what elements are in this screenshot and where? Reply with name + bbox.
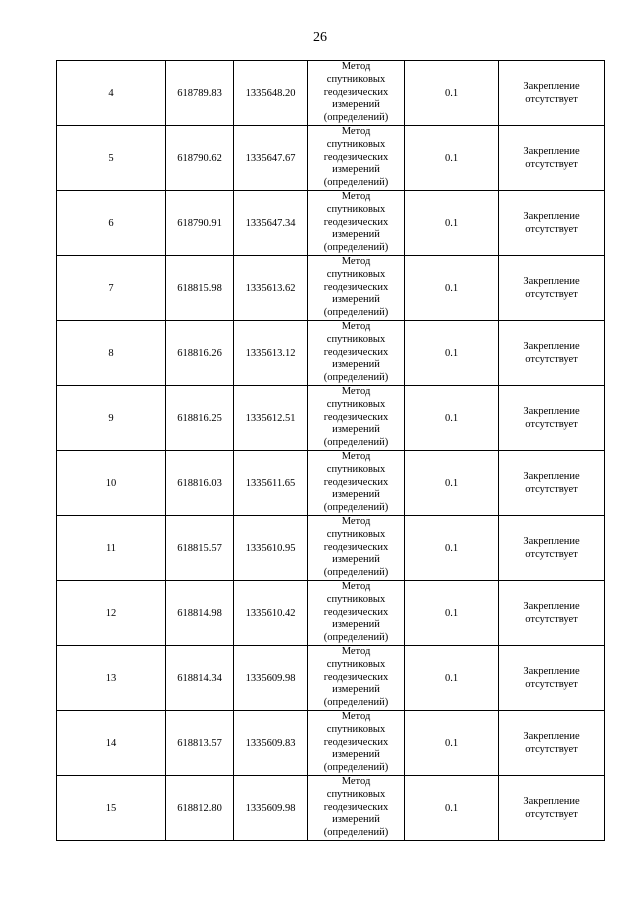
y-coordinate-cell: 1335612.51 (234, 386, 308, 451)
fixing-cell (499, 451, 605, 516)
x-coordinate-cell: 618816.25 (166, 386, 234, 451)
x-coordinate-cell: 618812.80 (166, 776, 234, 841)
point-number-cell: 8 (57, 321, 166, 386)
y-coordinate-cell: 1335611.65 (234, 451, 308, 516)
method-text: Метод спутниковых геодезических измерений (определений) (323, 581, 389, 644)
point-number-cell: 12 (57, 581, 166, 646)
y-coordinate-cell: 1335609.98 (234, 776, 308, 841)
fixing-text: Закрепление отсутствует (523, 601, 580, 625)
y-coordinate-cell: 1335610.42 (234, 581, 308, 646)
point-number-cell: 5 (57, 126, 166, 191)
point-number-cell: 13 (57, 646, 166, 711)
fixing-cell (499, 256, 605, 321)
point-number-cell: 6 (57, 191, 166, 256)
fixing-cell (499, 581, 605, 646)
method-cell (308, 581, 405, 646)
method-text: Метод спутниковых геодезических измерений (определений) (323, 776, 389, 839)
y-coordinate-cell: 1335647.67 (234, 126, 308, 191)
y-coordinate-cell: 1335613.12 (234, 321, 308, 386)
fixing-cell (499, 711, 605, 776)
precision-cell: 0.1 (405, 581, 499, 646)
x-coordinate-cell: 618790.91 (166, 191, 234, 256)
method-text: Метод спутниковых геодезических измерений (определений) (323, 711, 389, 774)
point-number-cell: 15 (57, 776, 166, 841)
x-coordinate-cell: 618813.57 (166, 711, 234, 776)
precision-cell: 0.1 (405, 386, 499, 451)
method-text: Метод спутниковых геодезических измерений (определений) (323, 646, 389, 709)
precision-cell: 0.1 (405, 776, 499, 841)
point-number-cell: 14 (57, 711, 166, 776)
precision-cell: 0.1 (405, 711, 499, 776)
fixing-text: Закрепление отсутствует (523, 666, 580, 690)
fixing-text: Закрепление отсутствует (523, 406, 580, 430)
y-coordinate-cell: 1335613.62 (234, 256, 308, 321)
method-cell (308, 126, 405, 191)
method-cell (308, 61, 405, 126)
fixing-cell (499, 776, 605, 841)
x-coordinate-cell: 618816.26 (166, 321, 234, 386)
fixing-cell (499, 191, 605, 256)
table-row (57, 386, 605, 451)
precision-cell: 0.1 (405, 191, 499, 256)
x-coordinate-cell: 618790.62 (166, 126, 234, 191)
fixing-text: Закрепление отсутствует (523, 146, 580, 170)
coordinates-table (56, 60, 605, 841)
y-coordinate-cell: 1335610.95 (234, 516, 308, 581)
table-row (57, 451, 605, 516)
method-text: Метод спутниковых геодезических измерений (определений) (323, 256, 389, 319)
fixing-cell (499, 321, 605, 386)
precision-cell: 0.1 (405, 451, 499, 516)
x-coordinate-cell: 618814.98 (166, 581, 234, 646)
method-text: Метод спутниковых геодезических измерений (определений) (323, 321, 389, 384)
fixing-text: Закрепление отсутствует (523, 536, 580, 560)
precision-cell: 0.1 (405, 61, 499, 126)
fixing-text: Закрепление отсутствует (523, 276, 580, 300)
fixing-text: Закрепление отсутствует (523, 341, 580, 365)
method-text: Метод спутниковых геодезических измерений (определений) (323, 191, 389, 254)
table-row (57, 581, 605, 646)
table-row (57, 256, 605, 321)
precision-cell: 0.1 (405, 646, 499, 711)
point-number-cell: 4 (57, 61, 166, 126)
point-number-cell: 9 (57, 386, 166, 451)
table-row (57, 126, 605, 191)
method-text: Метод спутниковых геодезических измерений (определений) (323, 126, 389, 189)
fixing-text: Закрепление отсутствует (523, 796, 580, 820)
precision-cell: 0.1 (405, 516, 499, 581)
method-cell (308, 776, 405, 841)
table-row (57, 61, 605, 126)
point-number-cell: 7 (57, 256, 166, 321)
fixing-cell (499, 386, 605, 451)
point-number-cell: 10 (57, 451, 166, 516)
fixing-text: Закрепление отсутствует (523, 471, 580, 495)
table-body (57, 61, 605, 841)
y-coordinate-cell: 1335648.20 (234, 61, 308, 126)
precision-cell: 0.1 (405, 321, 499, 386)
table-row (57, 711, 605, 776)
x-coordinate-cell: 618814.34 (166, 646, 234, 711)
fixing-cell (499, 126, 605, 191)
fixing-cell (499, 61, 605, 126)
fixing-text: Закрепление отсутствует (523, 81, 580, 105)
method-cell (308, 711, 405, 776)
x-coordinate-cell: 618816.03 (166, 451, 234, 516)
fixing-text: Закрепление отсутствует (523, 211, 580, 235)
precision-cell: 0.1 (405, 256, 499, 321)
point-number-cell: 11 (57, 516, 166, 581)
method-cell (308, 191, 405, 256)
fixing-cell (499, 516, 605, 581)
table-row (57, 191, 605, 256)
y-coordinate-cell: 1335609.83 (234, 711, 308, 776)
table-row (57, 646, 605, 711)
method-cell (308, 646, 405, 711)
method-text: Метод спутниковых геодезических измерений (определений) (323, 451, 389, 514)
table-row (57, 776, 605, 841)
method-cell (308, 386, 405, 451)
fixing-text: Закрепление отсутствует (523, 731, 580, 755)
fixing-cell (499, 646, 605, 711)
method-cell (308, 321, 405, 386)
x-coordinate-cell: 618815.98 (166, 256, 234, 321)
method-cell (308, 451, 405, 516)
precision-cell: 0.1 (405, 126, 499, 191)
table-row (57, 516, 605, 581)
method-text: Метод спутниковых геодезических измерений (определений) (323, 516, 389, 579)
x-coordinate-cell: 618789.83 (166, 61, 234, 126)
method-cell (308, 516, 405, 581)
method-text: Метод спутниковых геодезических измерений (определений) (323, 61, 389, 124)
x-coordinate-cell: 618815.57 (166, 516, 234, 581)
method-cell (308, 256, 405, 321)
y-coordinate-cell: 1335609.98 (234, 646, 308, 711)
method-text: Метод спутниковых геодезических измерений (определений) (323, 386, 389, 449)
table-row (57, 321, 605, 386)
y-coordinate-cell: 1335647.34 (234, 191, 308, 256)
page-number: 26 (313, 30, 327, 45)
